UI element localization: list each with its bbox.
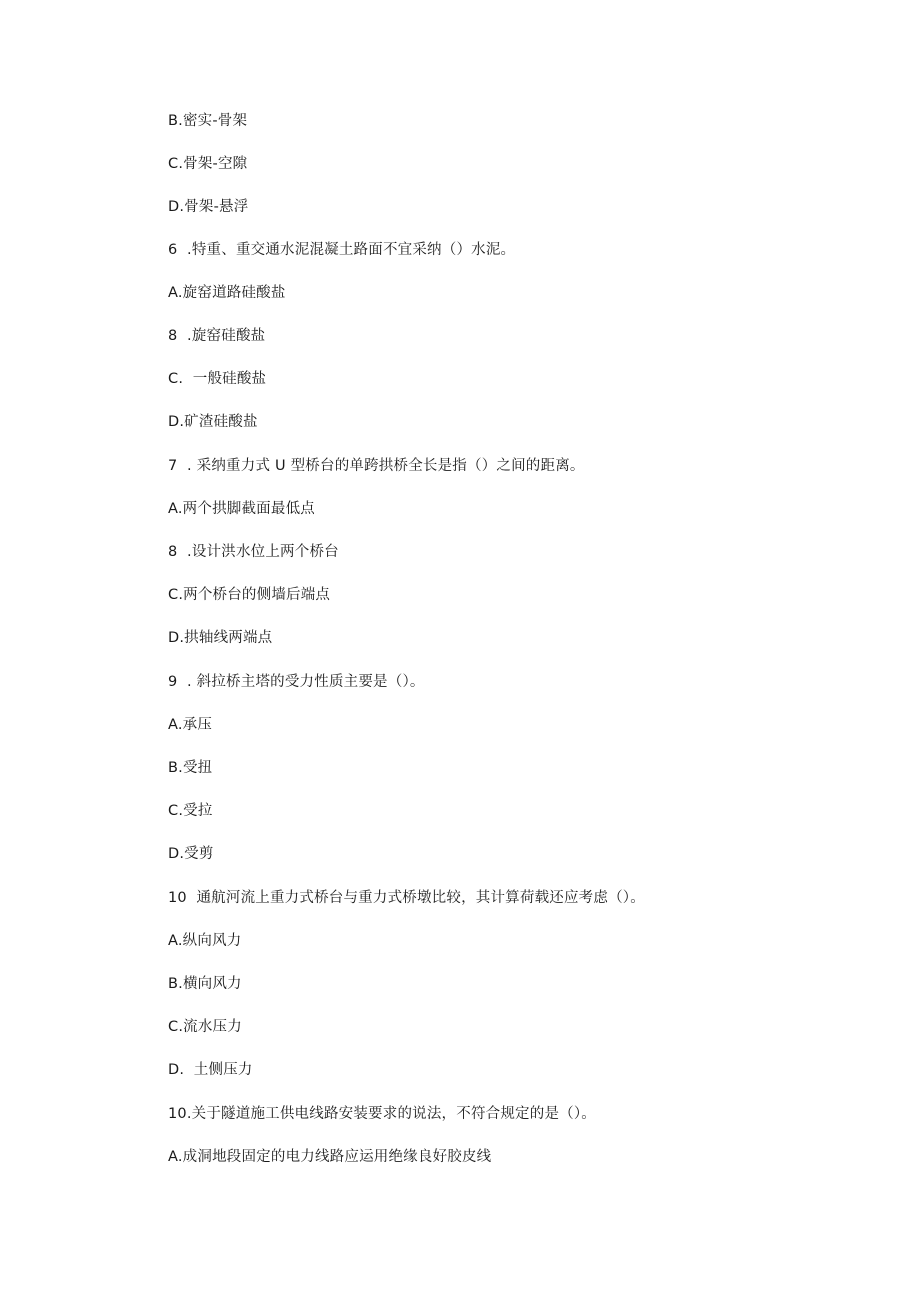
- option-6c: C. 一般硅酸盐: [168, 371, 267, 387]
- option-5d: D.骨架-悬浮: [168, 199, 249, 215]
- option-10-tunnel-a: A.成洞地段固定的电力线路应运用绝缘良好胶皮线: [168, 1149, 492, 1165]
- option-9a: A.承压: [168, 717, 213, 733]
- question-10: 10 通航河流上重力式桥台与重力式桥墩比较，其计算荷载还应考虑（）。: [168, 890, 645, 906]
- option-10a: A.纵向风力: [168, 933, 242, 949]
- question-10-tunnel: 10.关于隧道施工供电线路安装要求的说法，不符合规定的是（）。: [168, 1106, 597, 1122]
- option-9b: B.受扭: [168, 760, 213, 776]
- option-10c: C.流水压力: [168, 1019, 242, 1035]
- option-9d: D.受剪: [168, 846, 214, 862]
- option-6a: A.旋窑道路硅酸盐: [168, 285, 286, 301]
- option-7d: D.拱轴线两端点: [168, 630, 273, 646]
- option-6d: D.矿渣硅酸盐: [168, 414, 258, 430]
- option-9c: C.受拉: [168, 803, 213, 819]
- question-9: 9 . 斜拉桥主塔的受力性质主要是（）。: [168, 674, 425, 690]
- question-7: 7 . 采纳重力式 U 型桥台的单跨拱桥全长是指（）之间的距离。: [168, 458, 585, 474]
- option-7c: C.两个桥台的侧墙后端点: [168, 587, 331, 603]
- option-6b: 8 .旋窑硅酸盐: [168, 328, 266, 344]
- option-7b: 8 .设计洪水位上两个桥台: [168, 544, 339, 560]
- option-5c: C.骨架-空隙: [168, 156, 248, 172]
- option-7a: A.两个拱脚截面最低点: [168, 501, 315, 517]
- question-6: 6 .特重、重交通水泥混凝土路面不宜采纳（）水泥。: [168, 242, 516, 258]
- option-10d: D. 土侧压力: [168, 1062, 253, 1078]
- option-5b: B.密实-骨架: [168, 113, 248, 129]
- option-10b: B.横向风力: [168, 976, 242, 992]
